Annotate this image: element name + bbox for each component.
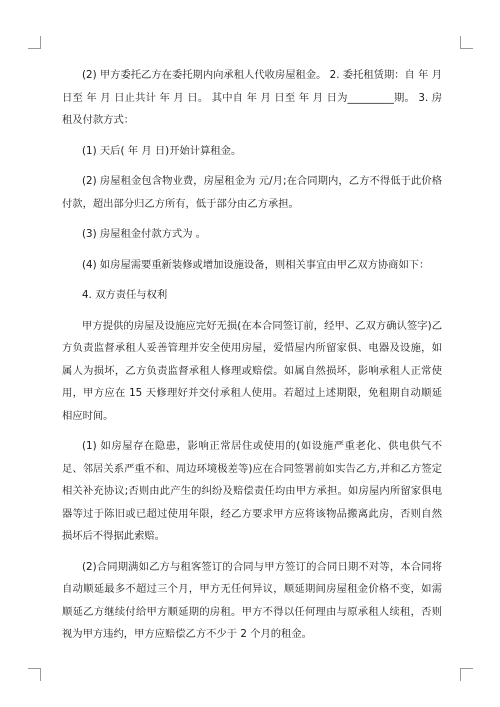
section-heading-responsibilities: 4. 双方责任与权利 (82, 289, 168, 301)
document-body (62, 64, 442, 654)
paragraph-rent-amount: (2) 房屋租金包含物业费，房屋租金为 元/月;在合同期内，乙方不得低于此价格付款，超出部分归乙方所有，低于部分由乙方承担。 (62, 175, 442, 210)
paragraph-facility-condition: 甲方提供的房屋及设施应完好无损(在本合同签订前，经甲、乙双方确认签字)乙方负责监督承租人妥善管理并安全使用房屋，爱惜屋内所留家俱、电器及设施，如属人为损坏，乙方负责监督承租人修理或赔偿。如属自然损坏，影响承租人正常使用，甲方应在 15 天修理好并交付承租人使用。若超过上述期限，免租期自动顺延相应时间。 (62, 319, 442, 422)
crop-mark-top-left (28, 36, 41, 49)
paragraph-contract-extension: (2)合同期满如乙方与租客签订的合同与甲方签订的合同日期不对等，本合同将自动顺延最多不超过三个月，甲方无任何异议，顺延期间房屋租金价格不变，如需顺延乙方继续付给甲方顺延期的房租。甲方不得以任何理由与原承租人续租，否则视为甲方违约，甲方应赔偿乙方不少于 2 个月的租金。 (62, 560, 442, 640)
paragraph-hidden-risks: (1) 如房屋存在隐患，影响正常居住或使用的(如设施严重老化、供电供气不足、邻居关系严重不和、周边环境极差等)应在合同签署前如实告乙方,并和乙方签定相关补充协议;否则由此产生的纠纷及赔偿责任均由甲方承担。如房屋内所留家俱电器等过于陈旧或已超过使用年限，经乙方要求甲方应将该物品搬离此房，否则自然损坏后不得据此索赔。 (62, 440, 442, 542)
crop-mark-top-right (460, 36, 473, 49)
paragraph-renovation: (4) 如房屋需要重新装修或增加设施设备，则相关事宜由甲乙双方协商如下： (82, 258, 430, 271)
paragraph-payment-method: (3) 房屋租金付款方式为 。 (82, 228, 207, 240)
paragraph-rent-start: (1) 天后( 年 月 日)开始计算租金。 (82, 144, 242, 157)
paragraph-payment-terms: (2) 甲方委托乙方在委托期内向承租人代收房屋租金。 2. 委托租赁期：自 年 月 日至 年 月 日止共计 年 月 日。 其中自 年 月 日至 年 月 日为_________期。 3. 房租及付款方式： (62, 69, 442, 126)
crop-mark-bottom-left (28, 668, 41, 681)
crop-mark-bottom-right (460, 668, 473, 681)
